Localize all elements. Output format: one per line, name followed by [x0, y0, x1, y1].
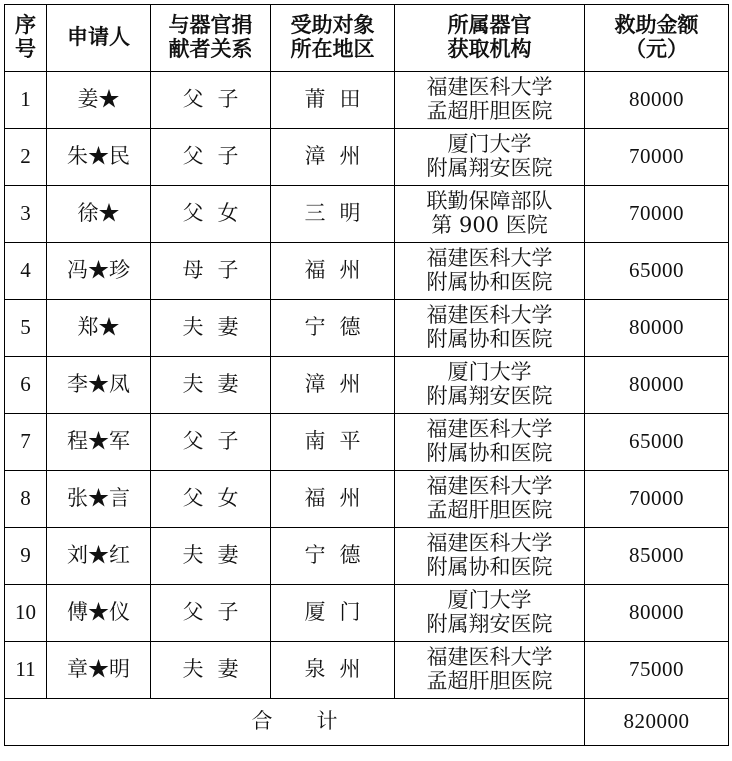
row-amount: 70000: [585, 186, 729, 243]
organization-line: 联勤保障部队: [426, 189, 553, 214]
organization-line: 附属协和医院: [426, 270, 553, 294]
row-organization: [395, 471, 585, 528]
row-region: 福州: [271, 471, 395, 528]
row-region: 南平: [271, 414, 395, 471]
table-row: [5, 642, 729, 699]
header-index: 序 号: [5, 5, 47, 72]
row-relation: 父子: [151, 585, 271, 642]
row-organization: [395, 414, 585, 471]
row-region: 莆田: [271, 72, 395, 129]
row-relation: 父子: [151, 129, 271, 186]
row-region: 宁德: [271, 528, 395, 585]
row-index: 7: [5, 414, 47, 471]
organization-line: 附属翔安医院: [426, 612, 553, 636]
row-organization: [395, 528, 585, 585]
row-index: 5: [5, 300, 47, 357]
header-row: [5, 5, 729, 72]
row-index: 9: [5, 528, 47, 585]
total-amount: 820000: [585, 699, 729, 746]
row-amount: 70000: [585, 471, 729, 528]
row-relation: 父女: [151, 471, 271, 528]
row-index: 6: [5, 357, 47, 414]
row-region: 福州: [271, 243, 395, 300]
row-region: 漳州: [271, 357, 395, 414]
row-organization: [395, 129, 585, 186]
row-amount: 65000: [585, 414, 729, 471]
header-amount: 救助金额 （元）: [585, 5, 729, 72]
row-region: 厦门: [271, 585, 395, 642]
organization-line: 福建医科大学: [426, 303, 553, 328]
row-applicant: 冯★珍: [47, 243, 151, 300]
row-organization: [395, 300, 585, 357]
row-relation: 父女: [151, 186, 271, 243]
row-applicant: 刘★红: [47, 528, 151, 585]
table-row: [5, 585, 729, 642]
organization-line: 第 900 医院: [431, 213, 548, 237]
row-amount: 80000: [585, 585, 729, 642]
row-region: 泉州: [271, 642, 395, 699]
row-applicant: 章★明: [47, 642, 151, 699]
header-organization: 所属器官 获取机构: [395, 5, 585, 72]
row-index: 11: [5, 642, 47, 699]
organization-line: 福建医科大学: [426, 474, 553, 499]
table-row: [5, 471, 729, 528]
row-relation: 父子: [151, 72, 271, 129]
header-relation: 与器官捐 献者关系: [151, 5, 271, 72]
table-row: [5, 129, 729, 186]
row-amount: 65000: [585, 243, 729, 300]
row-organization: [395, 186, 585, 243]
organization-line: 附属协和医院: [426, 327, 553, 351]
organization-line: 福建医科大学: [426, 417, 553, 442]
organization-line: 厦门大学: [447, 588, 532, 613]
organization-line: 福建医科大学: [426, 531, 553, 556]
organization-line: 孟超肝胆医院: [426, 99, 553, 123]
table-row: [5, 528, 729, 585]
row-organization: [395, 72, 585, 129]
row-region: 三明: [271, 186, 395, 243]
row-relation: 母子: [151, 243, 271, 300]
table-row: [5, 300, 729, 357]
row-relation: 夫妻: [151, 642, 271, 699]
row-organization: [395, 642, 585, 699]
organization-line: 附属协和医院: [426, 441, 553, 465]
row-applicant: 徐★: [47, 186, 151, 243]
organization-line: 福建医科大学: [426, 645, 553, 670]
header-applicant: 申请人: [47, 5, 151, 72]
row-index: 3: [5, 186, 47, 243]
organization-line: 福建医科大学: [426, 75, 553, 100]
row-applicant: 傅★仪: [47, 585, 151, 642]
row-applicant: 朱★民: [47, 129, 151, 186]
organization-line: 孟超肝胆医院: [426, 669, 553, 693]
row-relation: 父子: [151, 414, 271, 471]
row-applicant: 程★军: [47, 414, 151, 471]
table-row: [5, 414, 729, 471]
organization-line: 孟超肝胆医院: [426, 498, 553, 522]
total-label: 合计: [5, 699, 585, 746]
row-index: 8: [5, 471, 47, 528]
row-index: 4: [5, 243, 47, 300]
row-amount: 80000: [585, 72, 729, 129]
row-index: 10: [5, 585, 47, 642]
row-amount: 75000: [585, 642, 729, 699]
row-region: 漳州: [271, 129, 395, 186]
organization-line: 福建医科大学: [426, 246, 553, 271]
row-applicant: 姜★: [47, 72, 151, 129]
table-row: [5, 186, 729, 243]
table-row: [5, 357, 729, 414]
row-amount: 80000: [585, 357, 729, 414]
row-organization: [395, 357, 585, 414]
organization-line: 厦门大学: [447, 132, 532, 157]
row-index: 2: [5, 129, 47, 186]
row-organization: [395, 585, 585, 642]
table-row: [5, 72, 729, 129]
organization-line: 附属翔安医院: [426, 156, 553, 180]
row-amount: 70000: [585, 129, 729, 186]
row-index: 1: [5, 72, 47, 129]
total-row: [5, 699, 729, 746]
row-relation: 夫妻: [151, 300, 271, 357]
row-organization: [395, 243, 585, 300]
row-applicant: 郑★: [47, 300, 151, 357]
organization-line: 附属翔安医院: [426, 384, 553, 408]
header-region: 受助对象 所在地区: [271, 5, 395, 72]
donation-aid-table: [4, 4, 729, 746]
row-applicant: 张★言: [47, 471, 151, 528]
table-body: [5, 72, 729, 699]
organization-line: 附属协和医院: [426, 555, 553, 579]
row-region: 宁德: [271, 300, 395, 357]
row-amount: 80000: [585, 300, 729, 357]
row-applicant: 李★凤: [47, 357, 151, 414]
row-amount: 85000: [585, 528, 729, 585]
organization-line: 厦门大学: [447, 360, 532, 385]
row-relation: 夫妻: [151, 357, 271, 414]
row-relation: 夫妻: [151, 528, 271, 585]
table-row: [5, 243, 729, 300]
